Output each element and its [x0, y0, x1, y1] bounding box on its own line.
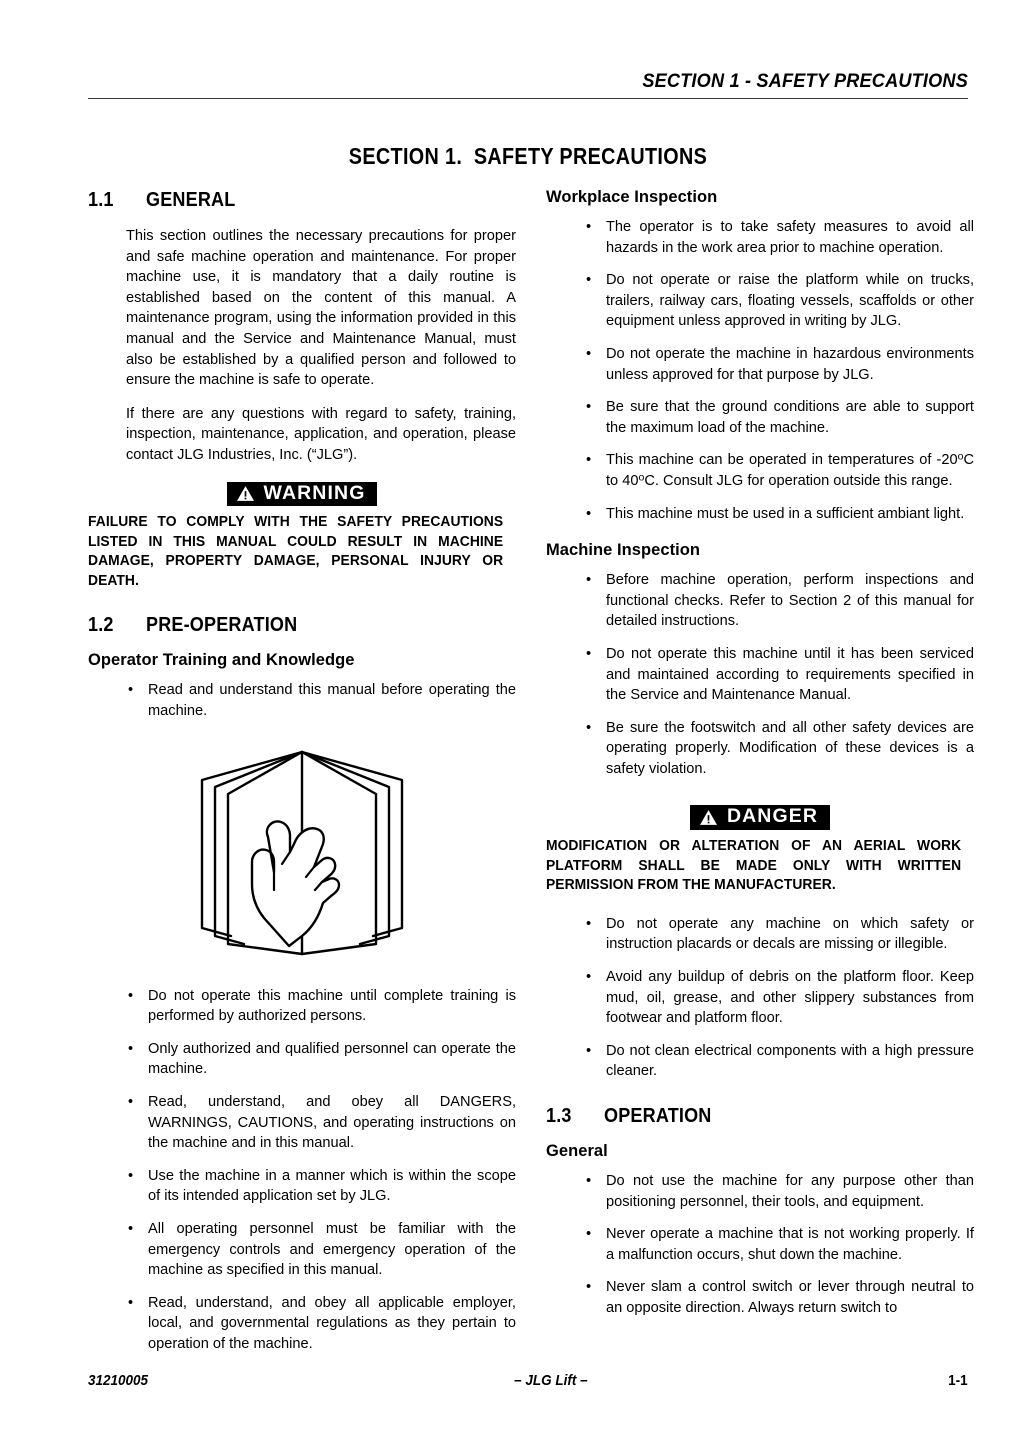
- bullet-dot-icon: •: [586, 915, 592, 932]
- bullet-dot-icon: •: [128, 1167, 134, 1184]
- list-item-text: Before machine operation, perform inspections and functional checks. Refer to Section 2 of this manual for detailed instructions.: [606, 572, 974, 630]
- heading-text: PRE-OPERATION: [146, 613, 298, 637]
- list-item-text: Read, understand, and obey all DANGERS, WARNINGS, CAUTIONS, and operating instructions on the machine and in this manual.: [148, 1093, 516, 1152]
- temp-suffix: C. Consult JLG for operation outside this range.: [644, 472, 953, 489]
- list-item-text: Use the machine in a manner which is within the scope of its intended application set by JLG.: [148, 1167, 516, 1205]
- page-footer: [88, 1372, 968, 1389]
- list-item-text: Never operate a machine that is not working properly. If a malfunction occurs, shut down the machine.: [606, 1226, 974, 1263]
- running-header: SECTION 1 - SAFETY PRECAUTIONS: [642, 70, 968, 92]
- bullet-dot-icon: •: [586, 1172, 592, 1189]
- temp-prefix: This machine can be operated in temperatures of -20: [606, 452, 958, 469]
- list-item-text: Do not operate the machine in hazardous environments unless approved for that purpose by JLG.: [606, 345, 974, 383]
- heading-1-2-pre-operation: [88, 613, 516, 637]
- bullet-dot-icon: •: [586, 1226, 592, 1243]
- document-number: 31210005: [88, 1372, 149, 1389]
- bullet-list-workplace-inspection: [546, 217, 974, 524]
- list-item: [126, 1166, 516, 1207]
- list-item-text: Do not clean electrical components with a high pressure cleaner.: [606, 1042, 974, 1080]
- bullet-list-post-danger: [546, 914, 974, 1082]
- list-item-text: Only authorized and qualified personnel can operate the machine.: [148, 1040, 516, 1078]
- left-column: [88, 188, 516, 1355]
- warning-badge: [227, 482, 378, 507]
- list-item: [584, 397, 974, 438]
- list-item: [126, 1293, 516, 1355]
- list-item: [584, 1171, 974, 1212]
- heading-number: 1.3: [546, 1103, 572, 1127]
- paragraph: If there are any questions with regard to safety, training, inspection, maintenance, application, and operation, please contact JLG Industries, Inc. (“JLG”).: [126, 405, 516, 463]
- footer-center-text: – JLG Lift –: [513, 1372, 588, 1389]
- page-title: SECTION 1. SAFETY PRECAUTIONS: [348, 143, 708, 169]
- heading-text: GENERAL: [146, 188, 236, 211]
- list-item: [584, 967, 974, 1029]
- list-item-text: Do not operate this machine until it has been serviced and maintained according to requirements specified in the Service and Maintenance Manual.: [606, 645, 974, 704]
- danger-badge: [690, 805, 830, 830]
- bullet-dot-icon: •: [586, 345, 592, 362]
- bullet-list-machine-inspection: [546, 570, 974, 779]
- heading-number: 1.1: [88, 188, 114, 211]
- bullet-dot-icon: •: [586, 1042, 592, 1059]
- heading-number: 1.2: [88, 613, 114, 637]
- list-item: [584, 914, 974, 955]
- subheading-operator-training: Operator Training and Knowledge: [88, 651, 355, 670]
- bullet-dot-icon: •: [586, 399, 592, 416]
- list-item-text: Do not use the machine for any purpose other than positioning personnel, their tools, and equipment.: [606, 1172, 974, 1210]
- hand-pointing-at-open-manual-illustration: [186, 740, 418, 970]
- list-item-text: All operating personnel must be familiar with the emergency controls and emergency operation of the machine as specified in this manual.: [148, 1220, 516, 1279]
- list-item: [584, 217, 974, 258]
- subheading-machine-inspection: Machine Inspection: [546, 541, 701, 560]
- degree-symbol: o: [638, 471, 645, 484]
- list-item-text: Do not operate or raise the platform while on trucks, trailers, railway cars, floating vessels, scaffolds or other equipment unless approved in writing by JLG.: [606, 272, 974, 330]
- bullet-dot-icon: •: [128, 987, 134, 1004]
- bullet-dot-icon: •: [128, 1220, 134, 1237]
- list-item: [584, 644, 974, 706]
- bullet-dot-icon: •: [586, 645, 592, 662]
- list-item: [584, 344, 974, 385]
- danger-badge-row: [546, 805, 974, 830]
- warning-triangle-icon: [236, 485, 255, 502]
- list-item: [584, 504, 974, 525]
- page-number: 1-1: [948, 1372, 968, 1389]
- list-item: [584, 1224, 974, 1265]
- list-item: [126, 1092, 516, 1154]
- bullet-dot-icon: •: [586, 968, 592, 985]
- bullet-dot-icon: •: [128, 1093, 134, 1110]
- heading-1-1-general: [88, 188, 516, 212]
- temp-mid: C to 40: [606, 452, 974, 489]
- subheading-workplace-inspection: Workplace Inspection: [546, 188, 718, 206]
- warning-label: WARNING: [263, 481, 366, 504]
- list-item-text: Avoid any buildup of debris on the platform floor. Keep mud, oil, grease, and other slippery substances from footwear and platform floor.: [606, 968, 974, 1027]
- bullet-dot-icon: •: [128, 1040, 134, 1057]
- list-item-text: This machine must be used in a sufficient ambiant light.: [606, 505, 965, 522]
- warning-badge-row: [88, 482, 516, 507]
- bullet-dot-icon: •: [586, 1279, 592, 1296]
- header-rule: [88, 98, 968, 99]
- list-item-text: Do not operate this machine until complete training is performed by authorized persons.: [148, 987, 516, 1025]
- list-item-text: Read and understand this manual before operating the machine.: [148, 682, 516, 719]
- bullet-list-operator-training-pre-figure: [88, 680, 516, 721]
- danger-triangle-icon: [699, 809, 718, 826]
- list-item: [584, 1041, 974, 1082]
- warning-text: FAILURE TO COMPLY WITH THE SAFETY PRECAUTIONS LISTED IN THIS MANUAL COULD RESULT IN MACHINE DAMAGE, PROPERTY DAMAGE, PERSONAL INJURY OR DEATH.: [88, 514, 504, 589]
- list-item-temperature: [584, 450, 974, 491]
- list-item-text: Be sure that the ground conditions are able to support the maximum load of the machine.: [606, 399, 974, 436]
- list-item: [126, 986, 516, 1027]
- list-item: [584, 1277, 974, 1318]
- subheading-general: General: [546, 1141, 608, 1160]
- bullet-dot-icon: •: [586, 505, 592, 522]
- list-item-text: Be sure the footswitch and all other safety devices are operating properly. Modification of these devices is a safety violation.: [606, 719, 974, 777]
- degree-symbol: o: [957, 450, 964, 463]
- bullet-dot-icon: •: [586, 452, 592, 469]
- danger-box: [546, 805, 974, 895]
- bullet-dot-icon: •: [586, 572, 592, 589]
- bullet-dot-icon: •: [586, 719, 592, 736]
- list-item: [126, 1039, 516, 1080]
- danger-text: MODIFICATION OR ALTERATION OF AN AERIAL WORK PLATFORM SHALL BE MADE ONLY WITH WRITTEN PERMISSION FROM THE MANUFACTURER.: [546, 837, 962, 894]
- bullet-dot-icon: •: [128, 1294, 134, 1311]
- list-item-text: Never slam a control switch or lever through neutral to an opposite direction. Always return switch to: [606, 1279, 974, 1316]
- figure-read-manual: [88, 740, 516, 970]
- heading-1-3-operation: [546, 1104, 974, 1128]
- bullet-list-operation-general: [546, 1171, 974, 1319]
- bullet-dot-icon: •: [586, 219, 592, 235]
- bullet-list-operator-training-post-figure: [88, 986, 516, 1355]
- list-item: [584, 570, 974, 632]
- danger-label: DANGER: [726, 805, 819, 828]
- list-item-text: Read, understand, and obey all applicable employer, local, and governmental regulations as they pertain to operation of the machine.: [148, 1294, 516, 1352]
- paragraph: This section outlines the necessary precautions for proper and safe machine operation and maintenance. For proper machine use, it is mandatory that a daily routine is established based on the content of this manual. A maintenance program, using the information provided in this manual and the Service and Maintenance Manual, must also be established by a qualified person and followed to ensure the machine is safe to operate.: [126, 228, 516, 389]
- list-item-text: [606, 450, 974, 491]
- list-item: [584, 718, 974, 780]
- bullet-dot-icon: •: [128, 682, 134, 699]
- list-item: [126, 1219, 516, 1281]
- list-item-text: Do not operate any machine on which safety or instruction placards or decals are missing or illegible.: [606, 915, 974, 953]
- right-column: [546, 188, 974, 1318]
- list-item: [584, 270, 974, 332]
- list-item-text: The operator is to take safety measures to avoid all hazards in the work area prior to machine operation.: [606, 219, 974, 256]
- heading-text: OPERATION: [604, 1103, 712, 1127]
- warning-box: [88, 482, 516, 592]
- bullet-dot-icon: •: [586, 272, 592, 289]
- list-item: [126, 680, 516, 721]
